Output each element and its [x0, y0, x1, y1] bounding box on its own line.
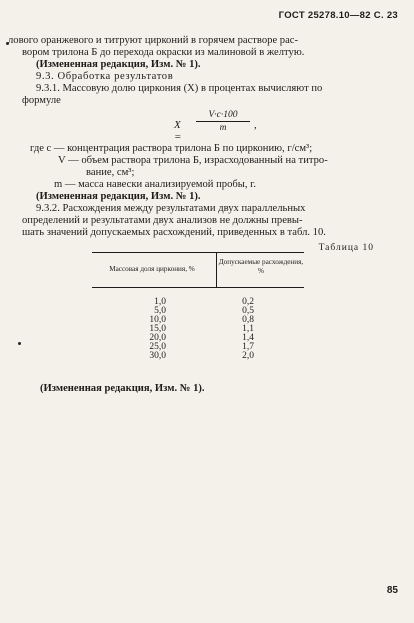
column-divider	[216, 253, 217, 287]
table-body	[92, 298, 304, 368]
fraction-bar	[196, 121, 250, 122]
cell-zirconium: 15,0	[149, 324, 166, 334]
cell-zirconium: 5,0	[154, 306, 166, 316]
text-line: лового оранжевого и титруют цирконий в горячем растворе рас-	[8, 35, 299, 46]
cell-zirconium: 25,0	[149, 342, 166, 352]
column-header-tolerance: Допускаемые расхождения, %	[218, 258, 304, 275]
text-line: шать значений допускаемых расхождений, приведенных в табл. 10.	[22, 227, 326, 238]
page-header: ГОСТ 25278.10—82 С. 23	[278, 10, 398, 21]
table-row	[92, 352, 304, 361]
text-line: 9.3.2. Расхождения между результатами двух параллельных	[36, 203, 306, 214]
formula-comma: ,	[254, 119, 257, 131]
cell-tolerance: 0,5	[242, 306, 254, 316]
formula-numerator: V·c·100	[208, 110, 238, 120]
text-line: формуле	[22, 95, 61, 106]
tolerance-table	[92, 252, 304, 368]
cell-tolerance: 2,0	[242, 351, 254, 361]
definition-line: где c — концентрация раствора трилона Б по цирконию, г/см³;	[30, 143, 313, 154]
formula-lhs: X =	[174, 119, 182, 143]
formula-denominator: m	[219, 123, 227, 133]
cell-zirconium: 20,0	[149, 333, 166, 343]
cell-zirconium: 30,0	[149, 351, 166, 361]
table-row	[92, 343, 304, 352]
text-line: вором трилона Б до перехода окраски из малиновой в желтую.	[22, 47, 305, 58]
table-row	[92, 316, 304, 325]
table-row	[92, 298, 304, 307]
cell-tolerance: 1,4	[242, 333, 254, 343]
table-row	[92, 325, 304, 334]
text-line: 9.3.1. Массовую долю циркония (X) в процентах вычисляют по	[36, 83, 323, 94]
table-header	[92, 252, 304, 288]
cell-tolerance: 0,2	[242, 297, 254, 307]
section-heading: 9.3. Обработка результатов	[36, 71, 174, 82]
revision-note: (Измененная редакция, Изм. № 1).	[36, 191, 201, 202]
table-row	[92, 307, 304, 316]
cell-tolerance: 1,1	[242, 324, 254, 334]
definition-line: m — масса навески анализируемой пробы, г.	[54, 179, 256, 190]
cell-zirconium: 10,0	[149, 315, 166, 325]
table-caption: Таблица 10	[318, 243, 374, 253]
text-line: определений и результатами двух анализов не должны превы-	[22, 215, 303, 226]
cell-tolerance: 0,8	[242, 315, 254, 325]
definition-line: V — объем раствора трилона Б, израсходованный на титро-	[58, 155, 328, 166]
column-header-zirconium: Массовая доля циркония, %	[109, 265, 195, 273]
cell-tolerance: 1,7	[242, 342, 254, 352]
table-row	[92, 334, 304, 343]
revision-note: (Измененная редакция, Изм. № 1).	[36, 59, 201, 70]
page-number: 85	[386, 585, 398, 596]
definition-line: вание, см³;	[86, 167, 135, 178]
revision-note: (Измененная редакция, Изм. № 1).	[40, 383, 205, 394]
cell-zirconium: 1,0	[154, 297, 166, 307]
formula-fraction	[196, 110, 250, 133]
scan-speck	[18, 342, 21, 345]
